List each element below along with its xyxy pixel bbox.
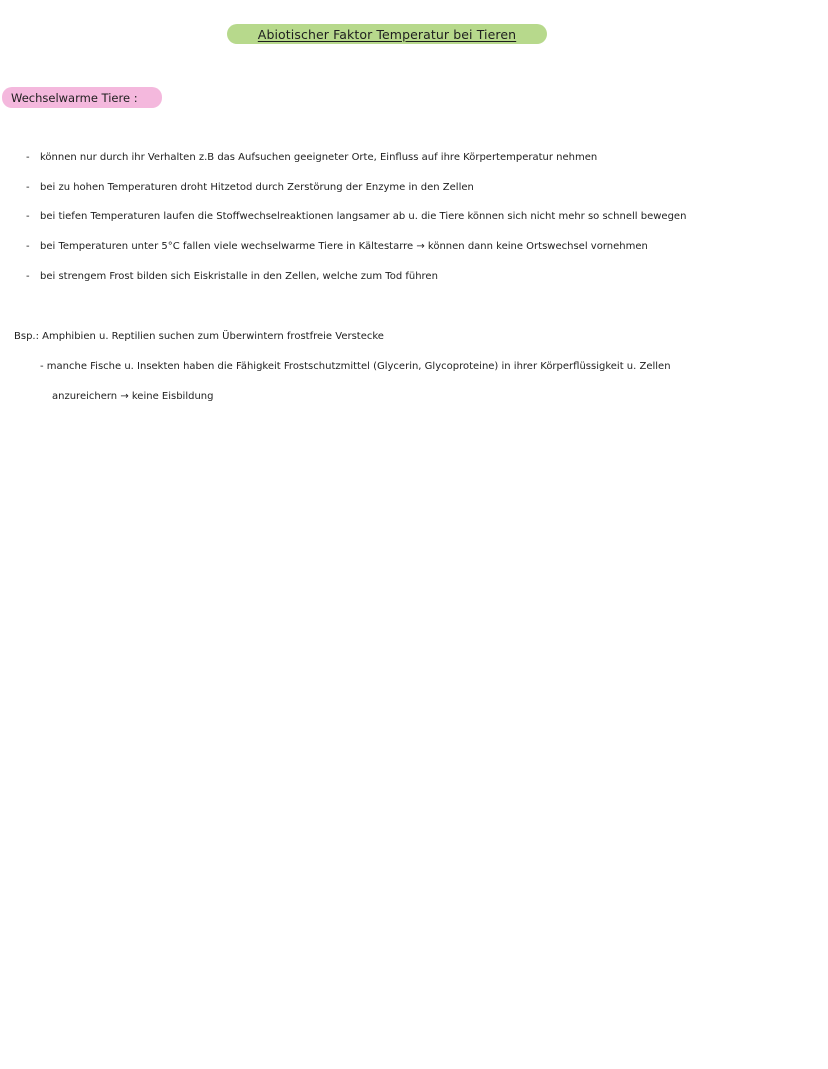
bullet-item <box>26 210 686 224</box>
bullet-item <box>26 151 597 165</box>
bullet-dash: - <box>26 152 30 163</box>
bullet-text: bei strengem Frost bilden sich Eiskristalle in den Zellen, welche zum Tod führen <box>40 271 438 282</box>
page-title: Abiotischer Faktor Temperatur bei Tieren <box>257 26 517 42</box>
section-heading: Wechselwarme Tiere : <box>11 90 138 105</box>
section-highlight <box>2 87 162 108</box>
example-line-1: Bsp.: Amphibien u. Reptilien suchen zum Überwintern frostfreie Verstecke <box>14 331 384 342</box>
bullet-dash: - <box>26 271 30 282</box>
example-line-3: anzureichern → keine Eisbildung <box>52 391 214 402</box>
bullet-item <box>26 240 648 254</box>
bullet-dash: - <box>26 182 30 193</box>
bullet-dash: - <box>26 211 30 222</box>
bullet-item <box>26 181 474 195</box>
example-line-2: - manche Fische u. Insekten haben die Fähigkeit Frostschutzmittel (Glycerin, Glycoproteine) in ihrer Körperflüssigkeit u. Zellen <box>40 361 671 372</box>
bullet-text: bei Temperaturen unter 5°C fallen viele wechselwarme Tiere in Kältestarre → können dann keine Ortswechsel vornehmen <box>40 241 648 252</box>
bullet-text: bei zu hohen Temperaturen droht Hitzetod durch Zerstörung der Enzyme in den Zellen <box>40 182 474 193</box>
title-highlight <box>227 24 547 44</box>
bullet-text: können nur durch ihr Verhalten z.B das Aufsuchen geeigneter Orte, Einfluss auf ihre Körpertemperatur nehmen <box>40 152 598 163</box>
bullet-item <box>26 270 438 284</box>
bullet-text: bei tiefen Temperaturen laufen die Stoffwechselreaktionen langsamer ab u. die Tiere können sich nicht mehr so schnell bewegen <box>40 211 687 222</box>
bullet-dash: - <box>26 241 30 252</box>
